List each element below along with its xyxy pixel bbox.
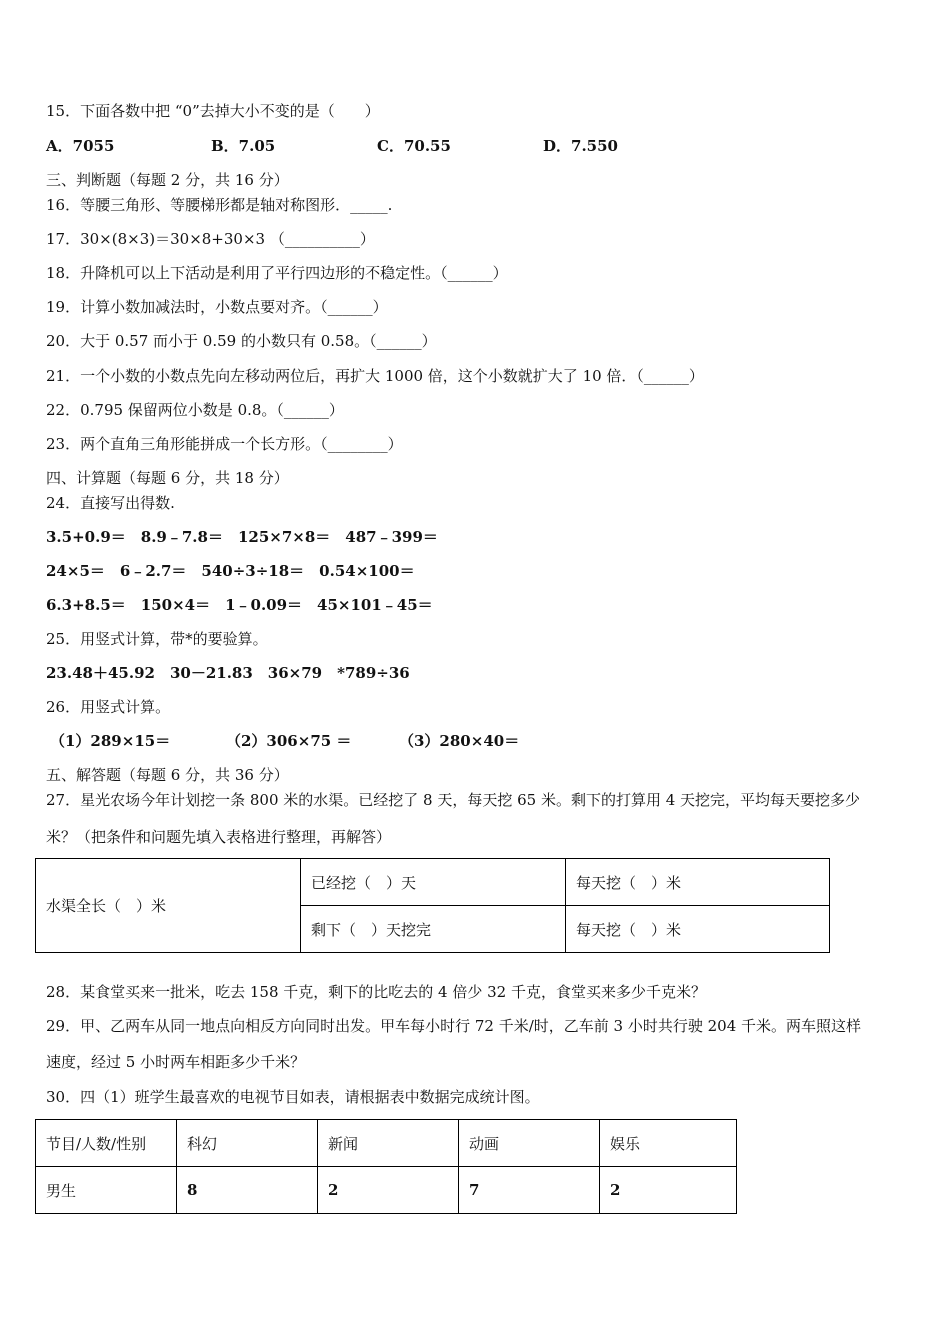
q26-item-3: （3）280×40＝ xyxy=(399,732,520,750)
question-21: 21．一个小数的小数点先向左移动两位后，再扩大 1000 倍，这个小数就扩大了 10 倍．（______） xyxy=(46,367,704,385)
q30-value-entertainment: 2 xyxy=(600,1167,737,1214)
question-18: 18．升降机可以上下活动是利用了平行四边形的不稳定性。（______） xyxy=(46,264,508,282)
q27-cell-daily-needed: 每天挖（ ）米 xyxy=(566,906,830,953)
option-d: D．7.550 xyxy=(543,137,618,155)
question-17: 17．30×(8×3)＝30×8+30×3 （__________） xyxy=(46,230,375,248)
q24-row-1: 3.5+0.9＝ 8.9﹣7.8＝ 125×7×8＝ 487﹣399＝ xyxy=(46,528,438,546)
section-3-heading: 三、判断题（每题 2 分，共 16 分） xyxy=(46,171,289,189)
q30-table xyxy=(35,1119,737,1214)
question-29-line-2: 速度，经过 5 小时两车相距多少千米？ xyxy=(46,1053,306,1071)
q24-row-2: 24×5＝ 6﹣2.7＝ 540÷3÷18＝ 0.54×100＝ xyxy=(46,562,415,580)
q26-item-2: （2）306×75 ＝ xyxy=(226,732,352,750)
q30-header-animation: 动画 xyxy=(459,1120,600,1167)
question-26-title: 26．用竖式计算。 xyxy=(46,698,171,716)
q26-item-1: （1）289×15＝ xyxy=(50,732,171,750)
section-5-heading: 五、解答题（每题 6 分，共 36 分） xyxy=(46,766,289,784)
question-25-title: 25．用竖式计算，带*的要验算。 xyxy=(46,630,268,648)
question-20: 20．大于 0.57 而小于 0.59 的小数只有 0.58。（______） xyxy=(46,332,437,350)
question-29-line-1: 29．甲、乙两车从同一地点向相反方向同时出发。甲车每小时行 72 千米/时，乙车前 3 小时共行驶 204 千米。两车照这样 xyxy=(46,1017,862,1035)
q27-cell-total-length: 水渠全长（ ）米 xyxy=(36,859,301,953)
q25-row: 23.48＋45.92 30－21.83 36×79 *789÷36 xyxy=(46,664,410,682)
q30-header-scifi: 科幻 xyxy=(177,1120,318,1167)
q27-table xyxy=(35,858,830,953)
q27-cell-daily-dug: 每天挖（ ）米 xyxy=(566,859,830,906)
question-24-title: 24．直接写出得数. xyxy=(46,494,175,512)
question-27-line-2: 米？（把条件和问题先填入表格进行整理，再解答） xyxy=(46,828,392,846)
question-16: 16．等腰三角形、等腰梯形都是轴对称图形．_____. xyxy=(46,196,393,214)
question-15: 15．下面各数中把 “0”去掉大小不变的是（ ） xyxy=(46,102,380,120)
q30-row-label-boys: 男生 xyxy=(36,1167,177,1214)
option-a: A．7055 xyxy=(46,137,115,155)
question-30: 30．四（1）班学生最喜欢的电视节目如表，请根据表中数据完成统计图。 xyxy=(46,1088,540,1106)
question-23: 23．两个直角三角形能拼成一个长方形。（________） xyxy=(46,435,403,453)
question-28: 28．某食堂买来一批米，吃去 158 千克，剩下的比吃去的 4 倍少 32 千克，食堂买来多少千克米？ xyxy=(46,983,706,1001)
q30-header-category: 节目/人数/性别 xyxy=(36,1120,177,1167)
q30-value-news: 2 xyxy=(318,1167,459,1214)
q30-header-news: 新闻 xyxy=(318,1120,459,1167)
option-c: C．70.55 xyxy=(377,137,451,155)
section-4-heading: 四、计算题（每题 6 分，共 18 分） xyxy=(46,469,289,487)
option-b: B．7.05 xyxy=(211,137,276,155)
q27-cell-remaining-days: 剩下（ ）天挖完 xyxy=(301,906,566,953)
question-27-line-1: 27．星光农场今年计划挖一条 800 米的水渠。已经挖了 8 天，每天挖 65 米。剩下的打算用 4 天挖完，平均每天要挖多少 xyxy=(46,791,861,809)
q24-row-3: 6.3+8.5＝ 150×4＝ 1﹣0.09＝ 45×101﹣45＝ xyxy=(46,596,433,614)
question-19: 19．计算小数加减法时，小数点要对齐。（______） xyxy=(46,298,388,316)
q27-cell-days-dug: 已经挖（ ）天 xyxy=(301,859,566,906)
question-22: 22．0.795 保留两位小数是 0.8。（______） xyxy=(46,401,344,419)
q30-value-animation: 7 xyxy=(459,1167,600,1214)
q30-header-entertainment: 娱乐 xyxy=(600,1120,737,1167)
q30-value-scifi: 8 xyxy=(177,1167,318,1214)
